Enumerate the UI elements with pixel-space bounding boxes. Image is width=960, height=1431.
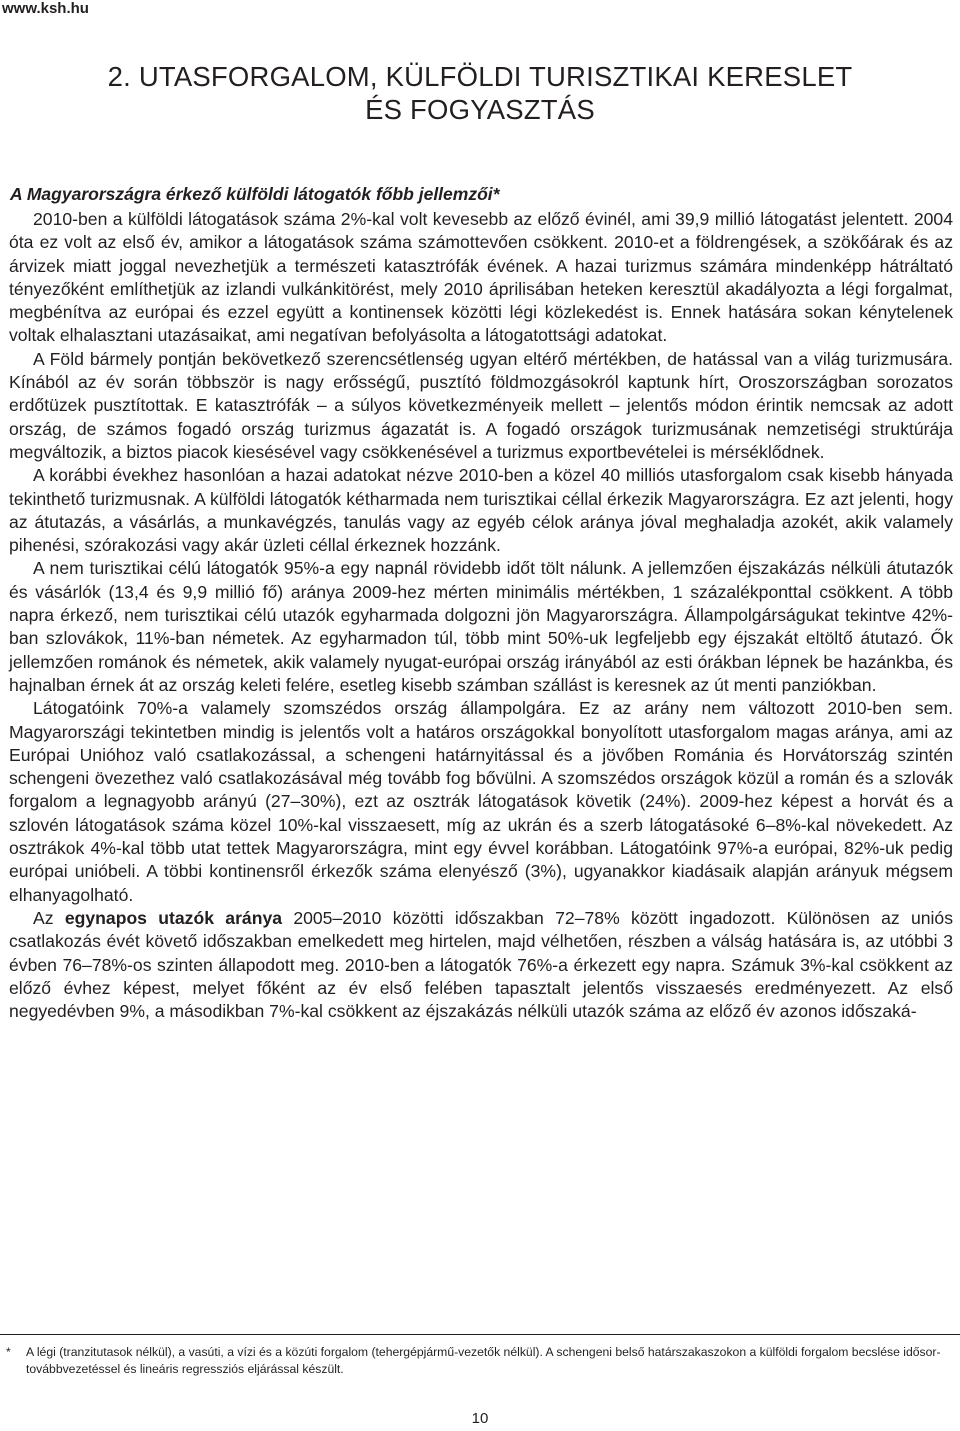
paragraph-1: 2010-ben a külföldi látogatások száma 2%-kal volt kevesebb az előző évinél, ami 39,9 millió látogatást jelentett. 2004 óta ez volt az első év, amikor a látogatások száma számottevően csökkent. 2010-et a földrengések, a szökőárak és az árvizek miatt joggal nevezhetjük a természeti katasztrófák évének. A hazai turizmus számára mindenképp hátráltató tényezőként említhetjük az izlandi vulkánkitörést, mely 2010 áprilisában heteken keresztül akadályozta a légi forgalmat, megbénítva az európai és ezzel együtt a kontinensek közötti légi közlekedést is. Ennek hatására sokan kénytelenek voltak elhalasztani utazásaikat, ami negatívan befolyásolta a látogatottsági adatokat.: [9, 209, 953, 346]
page-number: 10: [471, 1410, 489, 1427]
body-text: [9, 208, 953, 1023]
chapter-title-line-1: 2. UTASFORGALOM, KÜLFÖLDI TURISZTIKAI KERESLET: [107, 61, 853, 92]
footnote-text: A légi (tranzitutasok nélkül), a vasúti, a vízi és a közúti forgalom (tehergépjármű-vezetők nélkül). A schengeni belső határszakaszokon a külföldi forgalom becslése idősor-továbbvezetéssel és lineáris regressziós eljárással készült.: [26, 1345, 941, 1376]
paragraph-6-rest: 2005–2010 közötti időszakban 72–78% között ingadozott. Különösen az uniós csatlakozás évét követő időszakban emelkedett meg hirtelen, majd vélhetően, részben a válság hatására is, az utóbbi 3 évben 76–78%-os szinten állapodott meg. 2010-ben a látogatók 76%-a érkezett egy napra. Számuk 3%-kal csökkent az előző évhez képest, melyet főként az év első felében tapasztalt jelentős visszaesés eredményezett. Az első negyedévben 9%, a másodikban 7%-kal csökkent az éjszakázás nélküli utazók száma az előző év azonos időszaká-: [9, 907, 954, 1022]
paragraph-2: A Föld bármely pontján bekövetkező szerencsétlenség ugyan eltérő mértékben, de hatással van a világ turizmusára. Kínából az év során többször is nagy erősségű, pusztító földmozgásokról kaptunk hírt, Oroszországban sorozatos erdőtüzek pusztítottak. E katasztrófák – a súlyos következményeik mellett – jelentős módon érintik nemcsak az adott ország, de számos fogadó ország turizmus ágazatát is. A fogadó országok turizmusának nemzetiségi struktúrája megváltozik, a biztos piacok kiesésével vagy csökkenésével a turizmus exportbevételei is mérséklődnek.: [9, 348, 953, 462]
chapter-title-line-2: ÉS FOGYASZTÁS: [365, 94, 595, 125]
chapter-title: [0, 60, 960, 126]
footnote-mark: *: [6, 1345, 11, 1359]
paragraph-6-prefix: Az: [33, 907, 65, 928]
paragraph-3: A korábbi évekhez hasonlóan a hazai adatokat nézve 2010-ben a közel 40 milliós utasforgalom csak kisebb hányada tekinthető turizmusnak. A külföldi látogatók kétharmada nem turisztikai céllal érkezik Magyarországra. Ez azt jelenti, hogy az átutazás, a vásárlás, a munkavégzés, tanulás vagy az egyéb célok aránya jóval meghaladja azokét, akik valamely pihenési, szórakozási vagy akár üzleti céllal érkeznek hozzánk.: [9, 465, 953, 556]
paragraph-6-emphasis: egynapos utazók aránya: [64, 907, 283, 928]
paragraph-5: Látogatóink 70%-a valamely szomszédos ország állampolgára. Ez az arány nem változott 2010-ben sem. Magyarországi tekintetben mindig is jelentős volt a határos országokkal bonyolított utasforgalom magas aránya, ami az Európai Unióhoz való csatlakozással, a schengeni határnyitással és a jövőben Románia és Horvátország szintén schengeni övezethez való csatlakozásával még tovább fog bővülni. A szomszédos országok közül a román és a szlovák forgalom a legnagyobb arányú (27–30%), ezt az osztrák látogatások követik (24%). 2009-hez képest a horvát és a szlovén látogatások száma közel 10%-kal visszaesett, míg az ukrán és a szerb látogatásoké 6–8%-kal növekedett. Az osztrákok 4%-kal több utat tettek Magyarországra, mint egy évvel korábban. Látogatóink 97%-a európai, 82%-uk pedig európai unióbeli. A többi kontinensről érkezők száma elenyésző (3%), ugyanakkor kiadásaik alapján arányuk mégsem elhanyagolható.: [9, 698, 953, 905]
paragraph-6: [9, 907, 953, 1023]
site-url[interactable]: www.ksh.hu: [2, 0, 89, 17]
paragraph-4: A nem turisztikai célú látogatók 95%-a egy napnál rövidebb időt tölt nálunk. A jellemzően éjszakázás nélküli átutazók és vásárlók (13,4 és 9,9 millió fő) aránya 2009-hez mérten minimális mértékben, 1 százalékponttal csökkent. A több napra érkező, nem turisztikai célú utazók egyharmada dolgozni jön Magyarországra. Állampolgárságukat tekintve 42%-ban szlovákok, 11%-ban németek. Az egyharmadon túl, több mint 50%-uk legfeljebb egy éjszakát eltöltő átutazó. Ők jellemzően románok és németek, akik valamely nyugat-európai ország irányából az esti órákban lépnek be hazánkba, és hajnalban érnek át az ország keleti felére, esetleg kisebb számban szállást is keresnek az út menti panziókban.: [9, 558, 953, 695]
footnote-divider: [0, 1334, 960, 1335]
footnote: [6, 1344, 956, 1378]
section-heading: A Magyarországra érkező külföldi látogatók főbb jellemzői*: [10, 184, 500, 204]
